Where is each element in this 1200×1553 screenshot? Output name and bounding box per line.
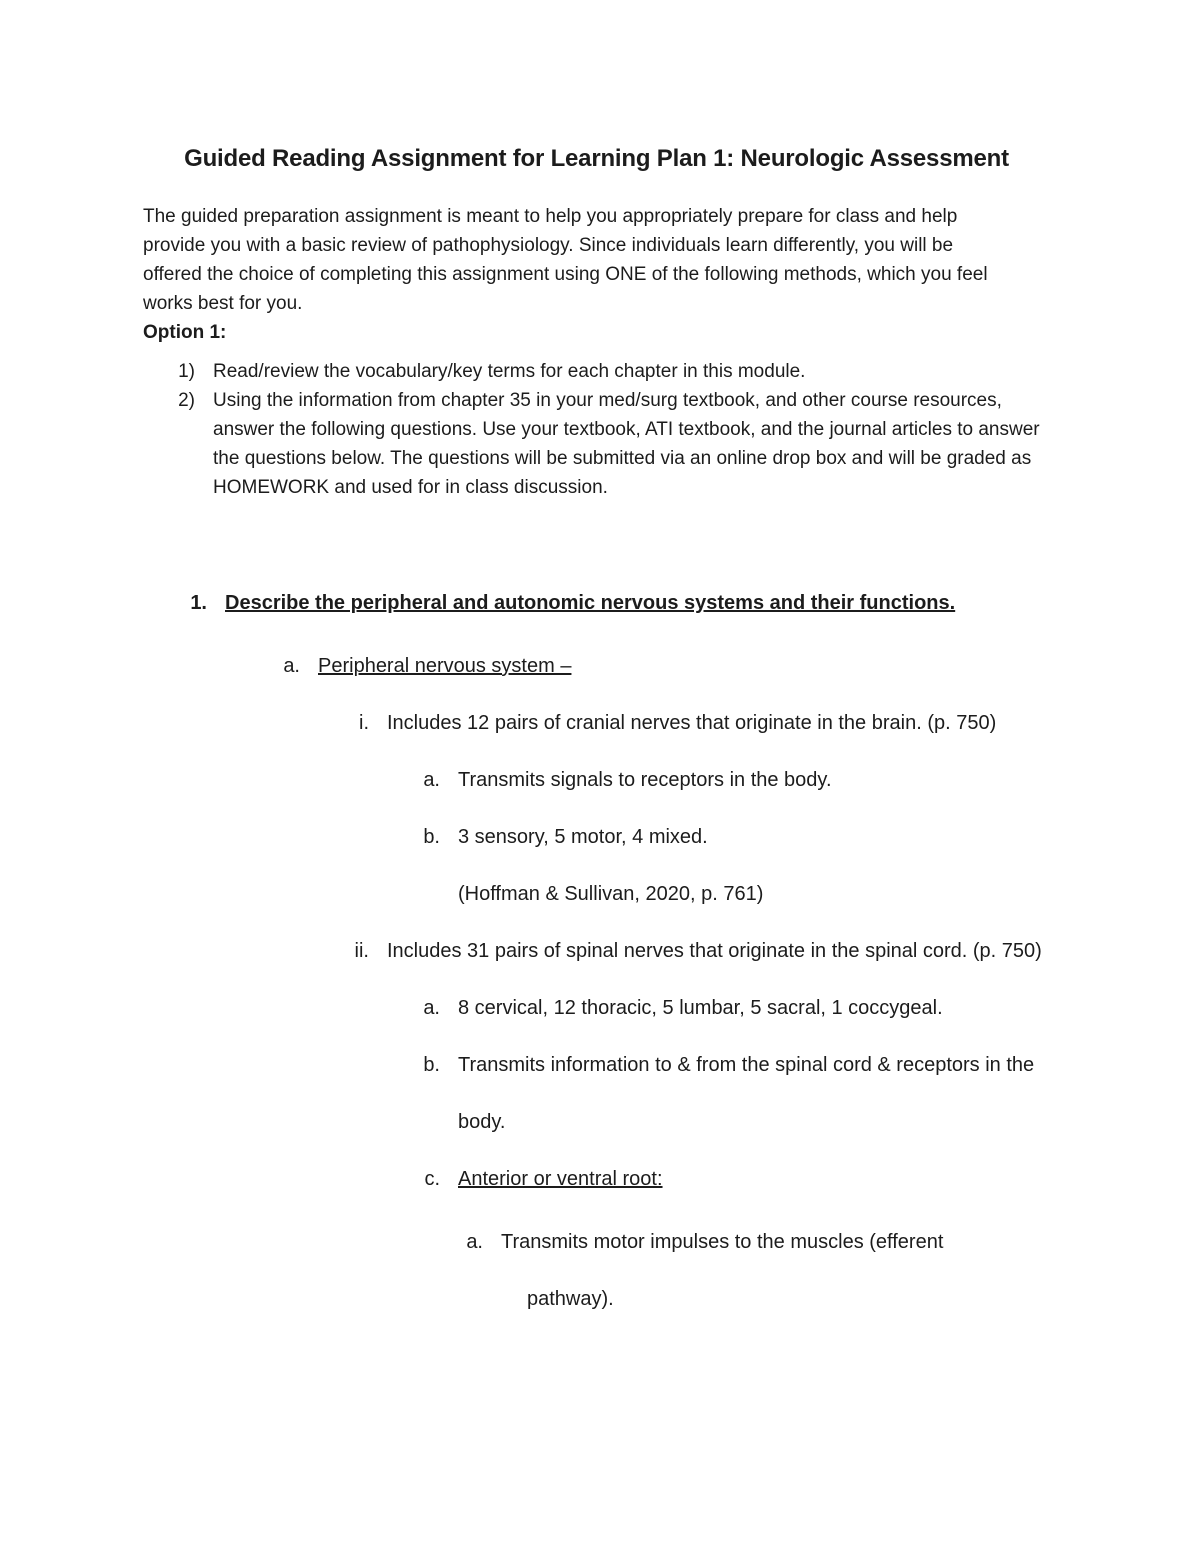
- outline-marker: b.: [423, 826, 440, 848]
- outline-marker: a.: [466, 1231, 483, 1253]
- section-1-heading: [143, 575, 1050, 632]
- outline-marker: ii.: [354, 940, 369, 962]
- instruction-item-2: [143, 386, 1050, 502]
- anterior-ventral-root-item: [143, 1151, 1050, 1208]
- outline-text: Includes 12 pairs of cranial nerves that originate in the brain. (p. 750): [387, 712, 997, 734]
- vertebrae-counts-item: [143, 980, 1050, 1037]
- outline-text: Anterior or ventral root:: [458, 1168, 663, 1190]
- outline-text: Includes 31 pairs of spinal nerves that originate in the spinal cord. (p. 750): [387, 940, 1042, 962]
- outline-text: Describe the peripheral and autonomic nervous systems and their functions.: [225, 592, 956, 614]
- transmits-information-item: [143, 1037, 1050, 1151]
- outline-marker: a.: [283, 655, 300, 677]
- instruction-text: Using the information from chapter 35 in your med/surg textbook, and other course resources, answer the following questions. Use your textbook, ATI textbook, and the journal articles to answer the questions below. The questions will be submitted via an online drop box and will be graded as HOMEWORK and used for in class discussion.: [213, 390, 1040, 498]
- outline-text: Peripheral nervous system –: [318, 655, 572, 677]
- outline-marker: a.: [423, 769, 440, 791]
- outline-marker: c.: [424, 1168, 440, 1190]
- option-1-heading: Option 1:: [143, 322, 227, 343]
- question-outline: [143, 575, 1050, 1328]
- citation-text: (Hoffman & Sullivan, 2020, p. 761): [458, 883, 764, 905]
- outline-text: Transmits motor impulses to the muscles (efferent pathway).: [501, 1231, 944, 1310]
- outline-text: 3 sensory, 5 motor, 4 mixed.: [458, 826, 708, 848]
- outline-marker: i.: [359, 712, 369, 734]
- intro-paragraph: The guided preparation assignment is meant to help you appropriately prepare for class and help provide you with a basic review of pathophysiology. Since individuals learn differently, you will be offered the choice of completing this assignment using ONE of the following methods, which you feel works best for you.: [143, 206, 988, 314]
- cranial-nerves-item: [143, 695, 1050, 752]
- outline-marker: 1.: [190, 592, 207, 614]
- instruction-marker: 2): [178, 390, 195, 411]
- document-title: Guided Reading Assignment for Learning Plan 1: Neurologic Assessment: [184, 145, 1009, 172]
- outline-text: Transmits signals to receptors in the body.: [458, 769, 832, 791]
- citation-line: [143, 866, 1050, 923]
- outline-text: 8 cervical, 12 thoracic, 5 lumbar, 5 sacral, 1 coccygeal.: [458, 997, 943, 1019]
- transmits-signals-item: [143, 752, 1050, 809]
- instruction-marker: 1): [178, 361, 195, 382]
- instruction-item-1: [143, 357, 1050, 386]
- outline-marker: b.: [423, 1054, 440, 1076]
- instruction-text: Read/review the vocabulary/key terms for each chapter in this module.: [213, 361, 806, 382]
- outline-text: Transmits information to & from the spinal cord & receptors in the body.: [458, 1054, 1035, 1133]
- motor-impulses-item: [143, 1214, 1050, 1328]
- instruction-list: [143, 357, 1050, 502]
- peripheral-nervous-system-item: [143, 638, 1050, 695]
- sensory-motor-mixed-item: [143, 809, 1050, 866]
- outline-marker: a.: [423, 997, 440, 1019]
- spinal-nerves-item: [143, 923, 1050, 980]
